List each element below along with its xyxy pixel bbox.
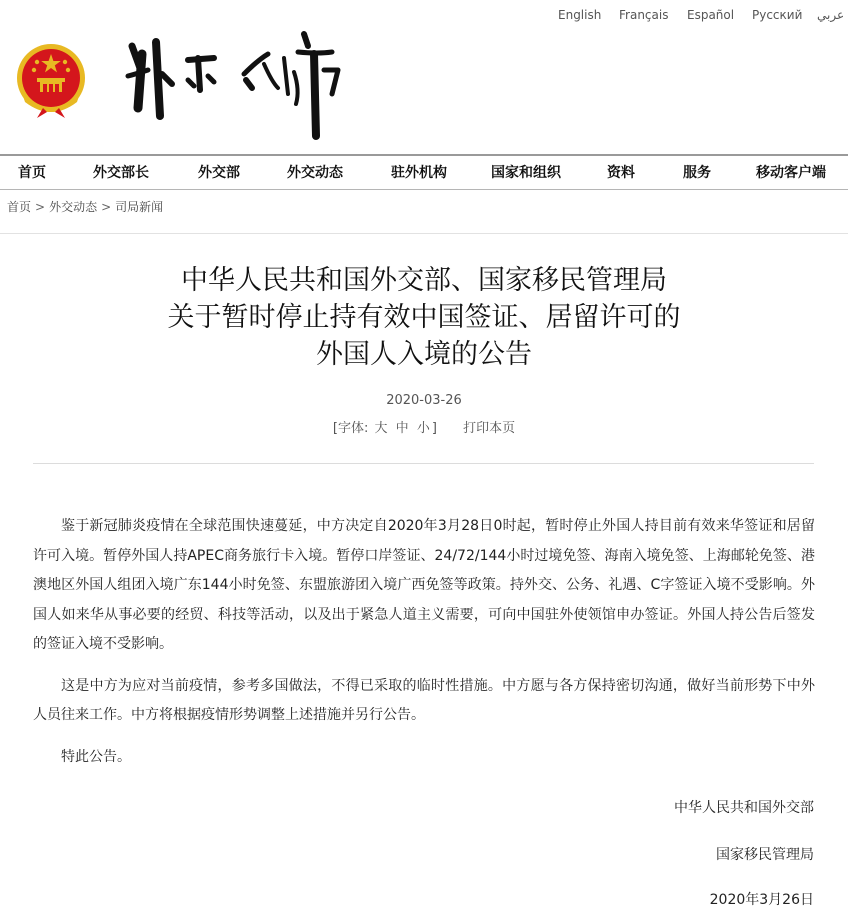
nav-mobile-client[interactable]: 移动客户端 [756, 165, 826, 181]
nav-services[interactable]: 服务 [683, 165, 711, 181]
main-nav [0, 154, 848, 190]
font-size-large-button[interactable]: 大 [374, 421, 388, 436]
site-header [0, 0, 848, 154]
nav-diplomatic-news[interactable]: 外交动态 [287, 165, 343, 181]
nav-foreign-minister[interactable]: 外交部长 [93, 165, 149, 181]
breadcrumb-department-news[interactable]: 司局新闻 [115, 200, 164, 214]
font-size-prefix: [字体: [332, 421, 369, 436]
breadcrumb-separator: > [101, 200, 112, 214]
title-line-1: 中华人民共和国外交部、国家移民管理局 [181, 265, 667, 296]
publish-date: 2020-03-26 [386, 393, 462, 408]
lang-arabic-link[interactable]: عربي [817, 8, 845, 22]
divider [0, 233, 848, 234]
breadcrumb [7, 198, 163, 215]
lang-french-link[interactable]: Français [619, 8, 669, 22]
nav-missions-overseas[interactable]: 驻外机构 [391, 165, 447, 181]
nav-countries-organizations[interactable]: 国家和组织 [491, 165, 561, 181]
font-size-suffix: ] [431, 421, 437, 436]
national-emblem-icon[interactable] [13, 40, 89, 120]
lang-russian-link[interactable]: Русский [752, 8, 803, 22]
nav-ministry[interactable]: 外交部 [198, 165, 240, 181]
lang-english-link[interactable]: English [558, 8, 602, 22]
breadcrumb-diplomatic-news[interactable]: 外交动态 [49, 200, 98, 214]
nav-home[interactable]: 首页 [18, 165, 46, 181]
signature-ministry: 中华人民共和国外交部 [674, 800, 814, 816]
article-paragraph: 特此公告。 [61, 748, 131, 765]
article-paragraph: 这是中方为应对当前疫情，参考多国做法，不得已采取的临时性措施。中方愿与各方保持密切沟通，做好当前形势下中外人员往来工作。中方将根据疫情形势调整上述措施并另行公告。 [33, 677, 815, 723]
font-size-medium-button[interactable]: 中 [395, 421, 409, 436]
nav-resources[interactable]: 资料 [607, 165, 635, 181]
article-paragraph: 鉴于新冠肺炎疫情在全球范围快速蔓延，中方决定自2020年3月28日0时起，暂时停止外国人持目前有效来华签证和居留许可入境。暂停外国人持APEC商务旅行卡入境。暂停口岸签证、24/72/144小时过境免签、海南入境免签、上海邮轮免签、港澳地区外国人组团入境广东144小时免签、东盟旅游团入境广西免签等政策。持外交、公务、礼遇、C字签证入境不受影响。外国人如来华从事必要的经贸、科技等活动，以及出于紧急人道主义需要，可向中国驻外使领馆申办签证。外国人持公告后签发的签证入境不受影响。 [33, 518, 815, 652]
divider [33, 463, 814, 464]
article-tools [0, 417, 848, 436]
print-page-link[interactable]: 打印本页 [463, 421, 516, 436]
signature-immigration: 国家移民管理局 [716, 847, 814, 863]
font-size-small-button[interactable]: 小 [416, 421, 430, 436]
article-title [0, 262, 848, 373]
breadcrumb-separator: > [35, 200, 46, 214]
lang-spanish-link[interactable]: Español [687, 8, 735, 22]
breadcrumb-home[interactable]: 首页 [7, 200, 32, 214]
article-body [33, 512, 815, 772]
signature-date: 2020年3月26日 [709, 892, 814, 908]
ministry-calligraphy-logo[interactable] [118, 24, 358, 144]
title-line-2: 关于暂时停止持有效中国签证、居留许可的 [167, 302, 681, 333]
title-line-3: 外国人入境的公告 [316, 339, 532, 370]
